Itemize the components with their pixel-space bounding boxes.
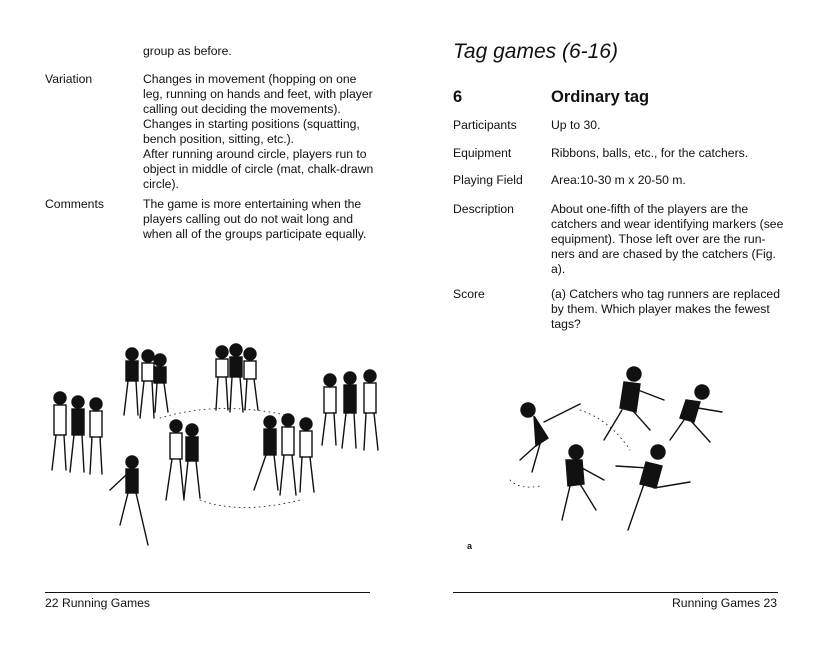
variation-line: bench position, sitting, etc.). bbox=[143, 132, 295, 146]
score-label: Score bbox=[453, 287, 485, 301]
score-text bbox=[551, 287, 780, 332]
left-page-footer: 22 Running Games bbox=[45, 596, 151, 610]
description-line: equipment). Those left over are the run- bbox=[551, 232, 766, 246]
runner-right bbox=[670, 385, 722, 442]
continuation-text: group as before. bbox=[143, 44, 232, 58]
score-line: tags? bbox=[551, 317, 581, 331]
figure-group-center bbox=[166, 420, 200, 500]
score-line: (a) Catchers who tag runners are replaced bbox=[551, 287, 780, 301]
variation-line: leg, running on hands and feet, with player bbox=[143, 87, 373, 101]
variation-line: After running around circle, players run to bbox=[143, 147, 367, 161]
variation-text bbox=[143, 72, 373, 192]
comments-line: players calling out do not wait long and bbox=[143, 212, 354, 226]
figure-group-top bbox=[124, 348, 168, 418]
figure-label: a bbox=[467, 541, 473, 551]
runner-bottom-right bbox=[616, 445, 690, 530]
figure-group-center-right bbox=[254, 414, 314, 495]
variation-line: Changes in starting positions (squatting, bbox=[143, 117, 360, 131]
tag-game-illustration bbox=[500, 360, 740, 540]
variation-line: object in middle of circle (mat, chalk-drawn bbox=[143, 162, 374, 176]
description-line: About one-fifth of the players are the bbox=[551, 202, 749, 216]
description-text bbox=[551, 202, 783, 277]
figure-group-top-right bbox=[216, 344, 258, 412]
figure-group-left bbox=[52, 392, 102, 474]
game-number: 6 bbox=[453, 88, 463, 106]
variation-line: circle). bbox=[143, 177, 179, 191]
playing-field-value: Area:10-30 m x 20-50 m. bbox=[551, 173, 686, 187]
right-page-footer: Running Games 23 bbox=[671, 596, 777, 610]
equipment-label: Equipment bbox=[453, 146, 512, 160]
variation-label: Variation bbox=[45, 72, 93, 86]
description-line: a). bbox=[551, 262, 566, 276]
score-line: by them. Which player makes the fewest bbox=[551, 302, 770, 316]
runner-center bbox=[562, 445, 604, 520]
game-title: Ordinary tag bbox=[551, 88, 650, 106]
figure-runner bbox=[110, 456, 148, 545]
left-footer-rule bbox=[45, 592, 370, 593]
participants-value: Up to 30. bbox=[551, 118, 601, 132]
playing-field-label: Playing Field bbox=[453, 173, 523, 187]
variation-line: calling out deciding the movements). bbox=[143, 102, 341, 116]
variation-line: Changes in movement (hopping on one bbox=[143, 72, 357, 86]
section-title: Tag games (6-16) bbox=[453, 40, 618, 63]
comments-line: when all of the groups participate equally. bbox=[143, 227, 367, 241]
equipment-value: Ribbons, balls, etc., for the catchers. bbox=[551, 146, 749, 160]
children-circle-illustration bbox=[40, 340, 390, 560]
figure-group-right bbox=[322, 370, 378, 450]
comments-text bbox=[143, 197, 366, 242]
description-line: catchers and wear identifying markers (see bbox=[551, 217, 784, 231]
comments-label: Comments bbox=[45, 197, 104, 211]
right-footer-rule bbox=[453, 592, 778, 593]
comments-line: The game is more entertaining when the bbox=[143, 197, 362, 211]
description-label: Description bbox=[453, 202, 514, 216]
participants-label: Participants bbox=[453, 118, 517, 132]
catcher-top bbox=[604, 367, 664, 440]
description-line: ners and are chased by the catchers (Fig. bbox=[551, 247, 776, 261]
